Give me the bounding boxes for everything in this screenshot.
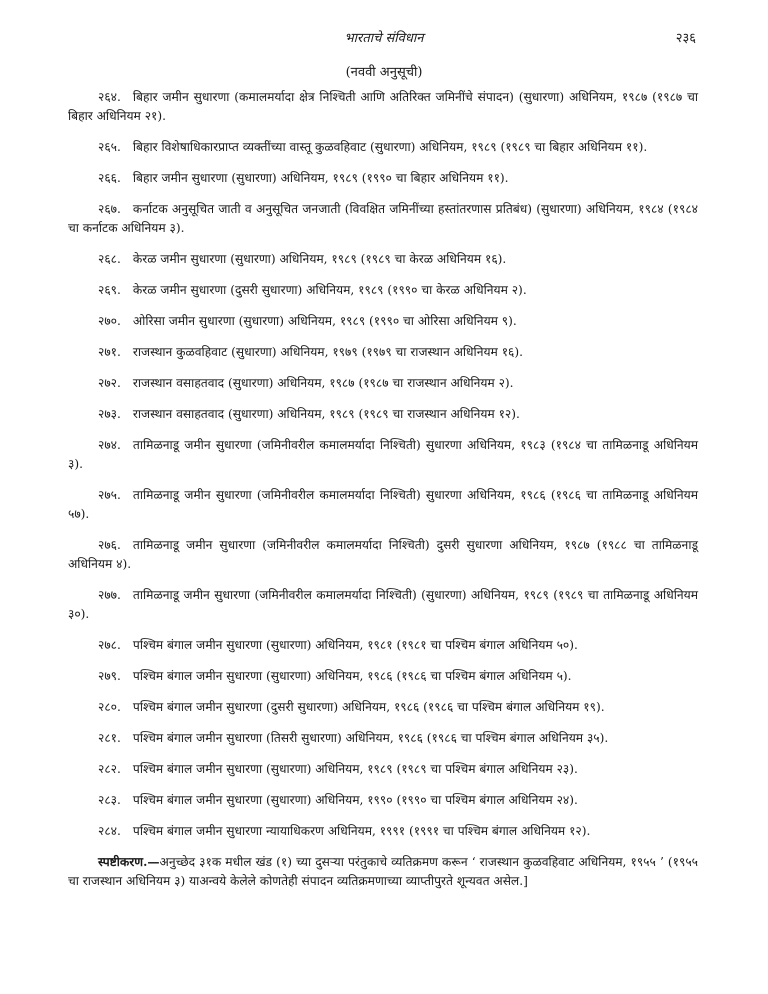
entry-number: २७८. bbox=[98, 638, 121, 652]
entry-number: २८२. bbox=[98, 762, 121, 776]
list-item bbox=[68, 636, 698, 655]
entries-list bbox=[68, 88, 698, 891]
list-item bbox=[68, 250, 698, 269]
page-number: २३६ bbox=[675, 31, 696, 46]
list-item bbox=[68, 536, 698, 574]
schedule-subtitle: (नववी अनुसूची) bbox=[345, 65, 423, 80]
entry-text: केरळ जमीन सुधारणा (दुसरी सुधारणा) अधिनियम, १९८९ (१९९० चा केरळ अधिनियम २). bbox=[132, 283, 527, 297]
entry-text: राजस्थान कुळवहिवाट (सुधारणा) अधिनियम, १९७९ (१९७९ चा राजस्थान अधिनियम १६). bbox=[132, 345, 524, 359]
entry-text: कर्नाटक अनुसूचित जाती व अनुसूचित जनजाती (विवक्षित जमिनींच्या हस्तांतरणास प्रतिबंध) (सुधारणा) अधिनियम, १९८४ (१९८४ चा कर्नाटक अधिनियम ३). bbox=[68, 202, 698, 235]
entry-number: २६६. bbox=[98, 171, 121, 185]
explanation-note bbox=[68, 853, 698, 891]
list-item bbox=[68, 405, 698, 424]
entry-number: २६९. bbox=[98, 283, 121, 297]
list-item bbox=[68, 760, 698, 779]
list-item bbox=[68, 698, 698, 717]
entry-text: तामिळनाडू जमीन सुधारणा (जमिनीवरील कमालमर्यादा निश्चिती) दुसरी सुधारणा अधिनियम, १९८७ (१९८८ चा तामिळनाडू अधिनियम ४). bbox=[68, 538, 698, 571]
list-item bbox=[68, 791, 698, 810]
list-item bbox=[68, 667, 698, 686]
list-item bbox=[68, 343, 698, 362]
entry-text: पश्चिम बंगाल जमीन सुधारणा (सुधारणा) अधिनियम, १९८१ (१९८१ चा पश्चिम बंगाल अधिनियम ५०). bbox=[132, 638, 578, 652]
entry-text: पश्चिम बंगाल जमीन सुधारणा (सुधारणा) अधिनियम, १९९० (१९९० चा पश्चिम बंगाल अधिनियम २४). bbox=[132, 793, 578, 807]
page-header bbox=[0, 28, 768, 46]
entry-number: २७७. bbox=[98, 588, 121, 602]
entry-text: पश्चिम बंगाल जमीन सुधारणा (तिसरी सुधारणा) अधिनियम, १९८६ (१९८६ चा पश्चिम बंगाल अधिनियम ३५). bbox=[132, 731, 609, 745]
running-title: भारताचे संविधान bbox=[344, 31, 424, 46]
explanation-lead: स्पष्टीकरण.— bbox=[98, 855, 160, 869]
entry-number: २७२. bbox=[98, 376, 121, 390]
entry-text: केरळ जमीन सुधारणा (सुधारणा) अधिनियम, १९८९ (१९८९ चा केरळ अधिनियम १६). bbox=[132, 252, 507, 266]
entry-number: २७०. bbox=[98, 314, 121, 328]
entry-number: २७४. bbox=[98, 438, 121, 452]
entry-text: राजस्थान वसाहतवाद (सुधारणा) अधिनियम, १९८७ (१९८७ चा राजस्थान अधिनियम २). bbox=[132, 376, 514, 390]
list-item bbox=[68, 822, 698, 841]
entry-number: २६४. bbox=[98, 90, 121, 104]
entry-number: २७३. bbox=[98, 407, 121, 421]
entry-number: २६७. bbox=[98, 202, 121, 216]
list-item bbox=[68, 374, 698, 393]
entry-text: राजस्थान वसाहतवाद (सुधारणा) अधिनियम, १९८९ (१९८९ चा राजस्थान अधिनियम १२). bbox=[132, 407, 520, 421]
entry-text: ओरिसा जमीन सुधारणा (सुधारणा) अधिनियम, १९८९ (१९९० चा ओरिसा अधिनियम ९). bbox=[132, 314, 517, 328]
entry-text: बिहार जमीन सुधारणा (सुधारणा) अधिनियम, १९८९ (१९९० चा बिहार अधिनियम ११). bbox=[132, 171, 509, 185]
entry-text: पश्चिम बंगाल जमीन सुधारणा न्यायाधिकरण अधिनियम, १९९१ (१९९१ चा पश्चिम बंगाल अधिनियम १२). bbox=[132, 824, 591, 838]
list-item bbox=[68, 281, 698, 300]
list-item bbox=[68, 169, 698, 188]
entry-text: तामिळनाडू जमीन सुधारणा (जमिनीवरील कमालमर्यादा निश्चिती) सुधारणा अधिनियम, १९८३ (१९८४ चा तामिळनाडू अधिनियम ३). bbox=[68, 438, 698, 471]
list-item bbox=[68, 729, 698, 748]
entry-number: २६८. bbox=[98, 252, 121, 266]
list-item bbox=[68, 88, 698, 126]
entry-number: २७५. bbox=[98, 488, 121, 502]
entry-text: तामिळनाडू जमीन सुधारणा (जमिनीवरील कमालमर्यादा निश्चिती) सुधारणा अधिनियम, १९८६ (१९८६ चा तामिळनाडू अधिनियम ५७). bbox=[68, 488, 698, 521]
entry-text: पश्चिम बंगाल जमीन सुधारणा (सुधारणा) अधिनियम, १९८६ (१९८६ चा पश्चिम बंगाल अधिनियम ५). bbox=[132, 669, 572, 683]
list-item bbox=[68, 436, 698, 474]
entry-number: २८१. bbox=[98, 731, 121, 745]
entry-text: बिहार विशेषाधिकारप्राप्त व्यक्तींच्या वास्तू कुळवहिवाट (सुधारणा) अधिनियम, १९८९ (१९८९ चा बिहार अधिनियम ११). bbox=[132, 140, 648, 154]
entry-text: पश्चिम बंगाल जमीन सुधारणा (सुधारणा) अधिनियम, १९८९ (१९८९ चा पश्चिम बंगाल अधिनियम २३). bbox=[132, 762, 578, 776]
list-item bbox=[68, 486, 698, 524]
list-item bbox=[68, 586, 698, 624]
entry-number: २८३. bbox=[98, 793, 121, 807]
entry-number: २७१. bbox=[98, 345, 121, 359]
explanation-text: अनुच्छेद ३१क मधील खंड (१) च्या दुसऱ्या परंतुकाचे व्यतिक्रमण करून ‘ राजस्थान कुळवहिवाट अधिनियम, १९५५ ’ (१९५५ चा राजस्थान अधिनियम ३) याअन्वये केलेले कोणतेही संपादन व्यतिक्रमणाच्या व्याप्तीपुरते शून्यवत असेल.] bbox=[68, 855, 698, 888]
entry-number: २७९. bbox=[98, 669, 121, 683]
entry-number: २६५. bbox=[98, 140, 121, 154]
list-item bbox=[68, 312, 698, 331]
list-item bbox=[68, 138, 698, 157]
list-item bbox=[68, 200, 698, 238]
entry-number: २८४. bbox=[98, 824, 121, 838]
entry-text: तामिळनाडू जमीन सुधारणा (जमिनीवरील कमालमर्यादा निश्चिती) (सुधारणा) अधिनियम, १९८९ (१९८९ चा तामिळनाडू अधिनियम ३०). bbox=[68, 588, 698, 621]
entry-number: २८०. bbox=[98, 700, 121, 714]
entry-number: २७६. bbox=[98, 538, 121, 552]
entry-text: बिहार जमीन सुधारणा (कमालमर्यादा क्षेत्र निश्चिती आणि अतिरिक्त जमिनींचे संपादन) (सुधारणा) अधिनियम, १९८७ (१९८७ चा बिहार अधिनियम २१). bbox=[68, 90, 698, 123]
entry-text: पश्चिम बंगाल जमीन सुधारणा (दुसरी सुधारणा) अधिनियम, १९८६ (१९८६ चा पश्चिम बंगाल अधिनियम १९). bbox=[132, 700, 605, 714]
